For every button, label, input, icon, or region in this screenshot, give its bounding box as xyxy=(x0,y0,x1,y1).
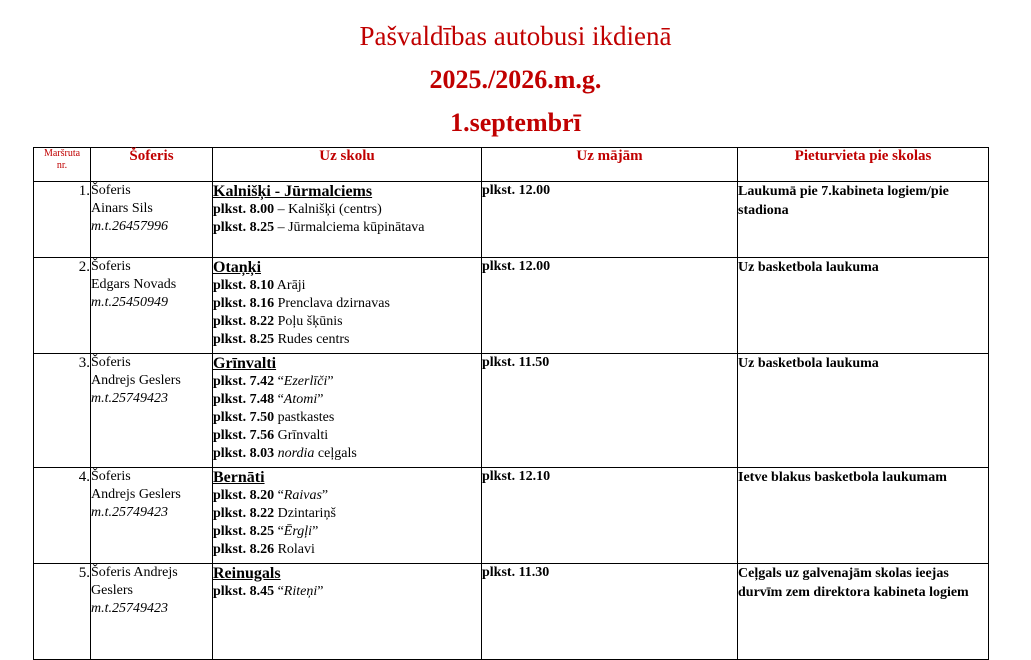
stop-time: plkst. 7.48 xyxy=(213,392,275,407)
driver-phone: m.t.25749423 xyxy=(91,391,168,406)
stop-time: plkst. 8.10 xyxy=(213,278,275,293)
stop-text: Poļu šķūnis xyxy=(274,314,343,329)
stop-text-italic: Atomi xyxy=(283,392,318,407)
date-heading: 1.septembrī xyxy=(450,108,581,137)
table-row xyxy=(34,182,989,258)
route-name: Reinugals xyxy=(213,565,281,582)
stop-text: – Kalnišķi (centrs) xyxy=(274,202,382,217)
stop-text-suffix: ” xyxy=(327,374,334,389)
stop-line xyxy=(213,523,481,541)
driver-name: Andrejs Geslers xyxy=(91,373,181,388)
driver-phone: m.t.25749423 xyxy=(91,505,168,520)
col-header-to-school: Uz skolu xyxy=(213,148,482,182)
route-name: Bernāti xyxy=(213,469,265,486)
stop-time: plkst. 7.56 xyxy=(213,428,275,443)
page-title: Pašvaldības autobusi ikdienā xyxy=(359,21,672,51)
school-stop-location: Uz basketbola laukuma xyxy=(738,258,989,354)
stop-time: plkst. 7.42 xyxy=(213,374,275,389)
stop-text-italic: nordia xyxy=(277,446,315,461)
stop-text-italic: Ezerlīči xyxy=(283,374,328,389)
stop-text: Prenclava dzirnavas xyxy=(274,296,390,311)
stop-time: plkst. 7.50 xyxy=(213,410,275,425)
stop-line xyxy=(213,427,481,445)
stop-time: plkst. 8.16 xyxy=(213,296,275,311)
stop-line xyxy=(213,583,481,601)
bus-schedule-table xyxy=(33,147,989,660)
table-row xyxy=(34,564,989,660)
driver-label: Šoferis xyxy=(91,565,131,580)
to-home-time: plkst. 12.00 xyxy=(482,182,738,258)
stop-text: Rolavi xyxy=(274,542,315,557)
stop-line xyxy=(213,277,481,295)
stop-line xyxy=(213,505,481,523)
stop-time: plkst. 8.00 xyxy=(213,202,275,217)
stop-text-suffix: ” xyxy=(312,524,319,539)
to-home-time: plkst. 11.30 xyxy=(482,564,738,660)
col-header-route-nr: Maršruta nr. xyxy=(34,148,91,182)
driver-name: Andrejs Geslers xyxy=(91,565,178,598)
stop-text: “ xyxy=(274,488,284,503)
route-number: 4. xyxy=(34,468,91,564)
stop-text-italic: Riteņi xyxy=(283,584,318,599)
table-row xyxy=(34,258,989,354)
stop-time: plkst. 8.20 xyxy=(213,488,275,503)
stop-line xyxy=(213,409,481,427)
driver-label: Šoferis xyxy=(91,355,131,370)
to-school-cell xyxy=(213,182,482,258)
stop-text-suffix: ” xyxy=(321,488,329,503)
driver-label: Šoferis xyxy=(91,259,131,274)
stop-line xyxy=(213,445,481,463)
stop-text-italic: Ērgļi xyxy=(283,524,313,539)
driver-phone: m.t.25749423 xyxy=(91,601,168,616)
route-number: 5. xyxy=(34,564,91,660)
to-school-cell xyxy=(213,354,482,468)
driver-label-and-name xyxy=(91,564,212,600)
stop-time: plkst. 8.25 xyxy=(213,524,275,539)
driver-name: Andrejs Geslers xyxy=(91,487,181,502)
stop-line xyxy=(213,331,481,349)
driver-cell xyxy=(91,564,213,660)
route-number: 1. xyxy=(34,182,91,258)
stop-text: – Jūrmalciema kūpinātava xyxy=(274,220,425,235)
col-header-to-home: Uz mājām xyxy=(482,148,738,182)
school-stop-location: Laukumā pie 7.kabineta logiem/pie stadiona xyxy=(738,182,989,258)
stop-time: plkst. 8.26 xyxy=(213,542,275,557)
stop-text: “ xyxy=(274,584,284,599)
driver-label: Šoferis xyxy=(91,183,131,198)
stop-time: plkst. 8.22 xyxy=(213,314,275,329)
to-home-time: plkst. 12.10 xyxy=(482,468,738,564)
driver-phone: m.t.26457996 xyxy=(91,219,168,234)
route-name: Kalnišķi - Jūrmalciems xyxy=(213,183,373,200)
stop-line xyxy=(213,373,481,391)
stop-line xyxy=(213,201,481,219)
stop-line xyxy=(213,391,481,409)
to-home-time: plkst. 12.00 xyxy=(482,258,738,354)
stop-text-suffix: ” xyxy=(317,584,324,599)
school-stop-location: Ietve blakus basketbola laukumam xyxy=(738,468,989,564)
to-school-cell xyxy=(213,564,482,660)
stop-text: Dzintariņš xyxy=(274,506,336,521)
driver-name: Edgars Novads xyxy=(91,277,177,292)
stop-text: Arāji xyxy=(274,278,306,293)
school-year: 2025./2026.m.g. xyxy=(429,65,602,94)
driver-name: Ainars Sils xyxy=(91,201,153,216)
stop-time: plkst. 8.25 xyxy=(213,332,275,347)
stop-time: plkst. 8.03 xyxy=(213,446,275,461)
stop-text: pastkastes xyxy=(274,410,335,425)
stop-text-italic: Raivas xyxy=(283,488,322,503)
stop-text: “ xyxy=(274,524,284,539)
stop-line xyxy=(213,295,481,313)
route-number: 3. xyxy=(34,354,91,468)
stop-text: Rudes centrs xyxy=(274,332,350,347)
driver-phone: m.t.25450949 xyxy=(91,295,168,310)
route-name: Otaņķi xyxy=(213,259,262,276)
route-number: 2. xyxy=(34,258,91,354)
route-name: Grīnvalti xyxy=(213,355,277,372)
school-stop-location: Ceļgals uz galvenajām skolas ieejas durvīm zem direktora kabineta logiem xyxy=(738,564,989,660)
to-school-cell xyxy=(213,468,482,564)
stop-time: plkst. 8.45 xyxy=(213,584,275,599)
stop-text: “ xyxy=(274,374,284,389)
to-home-time: plkst. 11.50 xyxy=(482,354,738,468)
stop-line xyxy=(213,487,481,505)
table-row xyxy=(34,468,989,564)
driver-cell xyxy=(91,354,213,468)
school-stop-location: Uz basketbola laukuma xyxy=(738,354,989,468)
stop-time: plkst. 8.22 xyxy=(213,506,275,521)
stop-text: Grīnvalti xyxy=(274,428,329,443)
table-header-row xyxy=(34,148,989,182)
driver-cell xyxy=(91,258,213,354)
table-row xyxy=(34,354,989,468)
stop-line xyxy=(213,541,481,559)
driver-cell xyxy=(91,468,213,564)
driver-label: Šoferis xyxy=(91,469,131,484)
stop-text-suffix: ” xyxy=(317,392,324,407)
col-header-stop-at-school: Pieturvieta pie skolas xyxy=(738,148,989,182)
stop-text-suffix: ceļgals xyxy=(314,446,357,461)
stop-line xyxy=(213,219,481,237)
driver-cell xyxy=(91,182,213,258)
col-header-driver: Šoferis xyxy=(91,148,213,182)
stop-time: plkst. 8.25 xyxy=(213,220,275,235)
stop-text: “ xyxy=(274,392,284,407)
to-school-cell xyxy=(213,258,482,354)
stop-line xyxy=(213,313,481,331)
